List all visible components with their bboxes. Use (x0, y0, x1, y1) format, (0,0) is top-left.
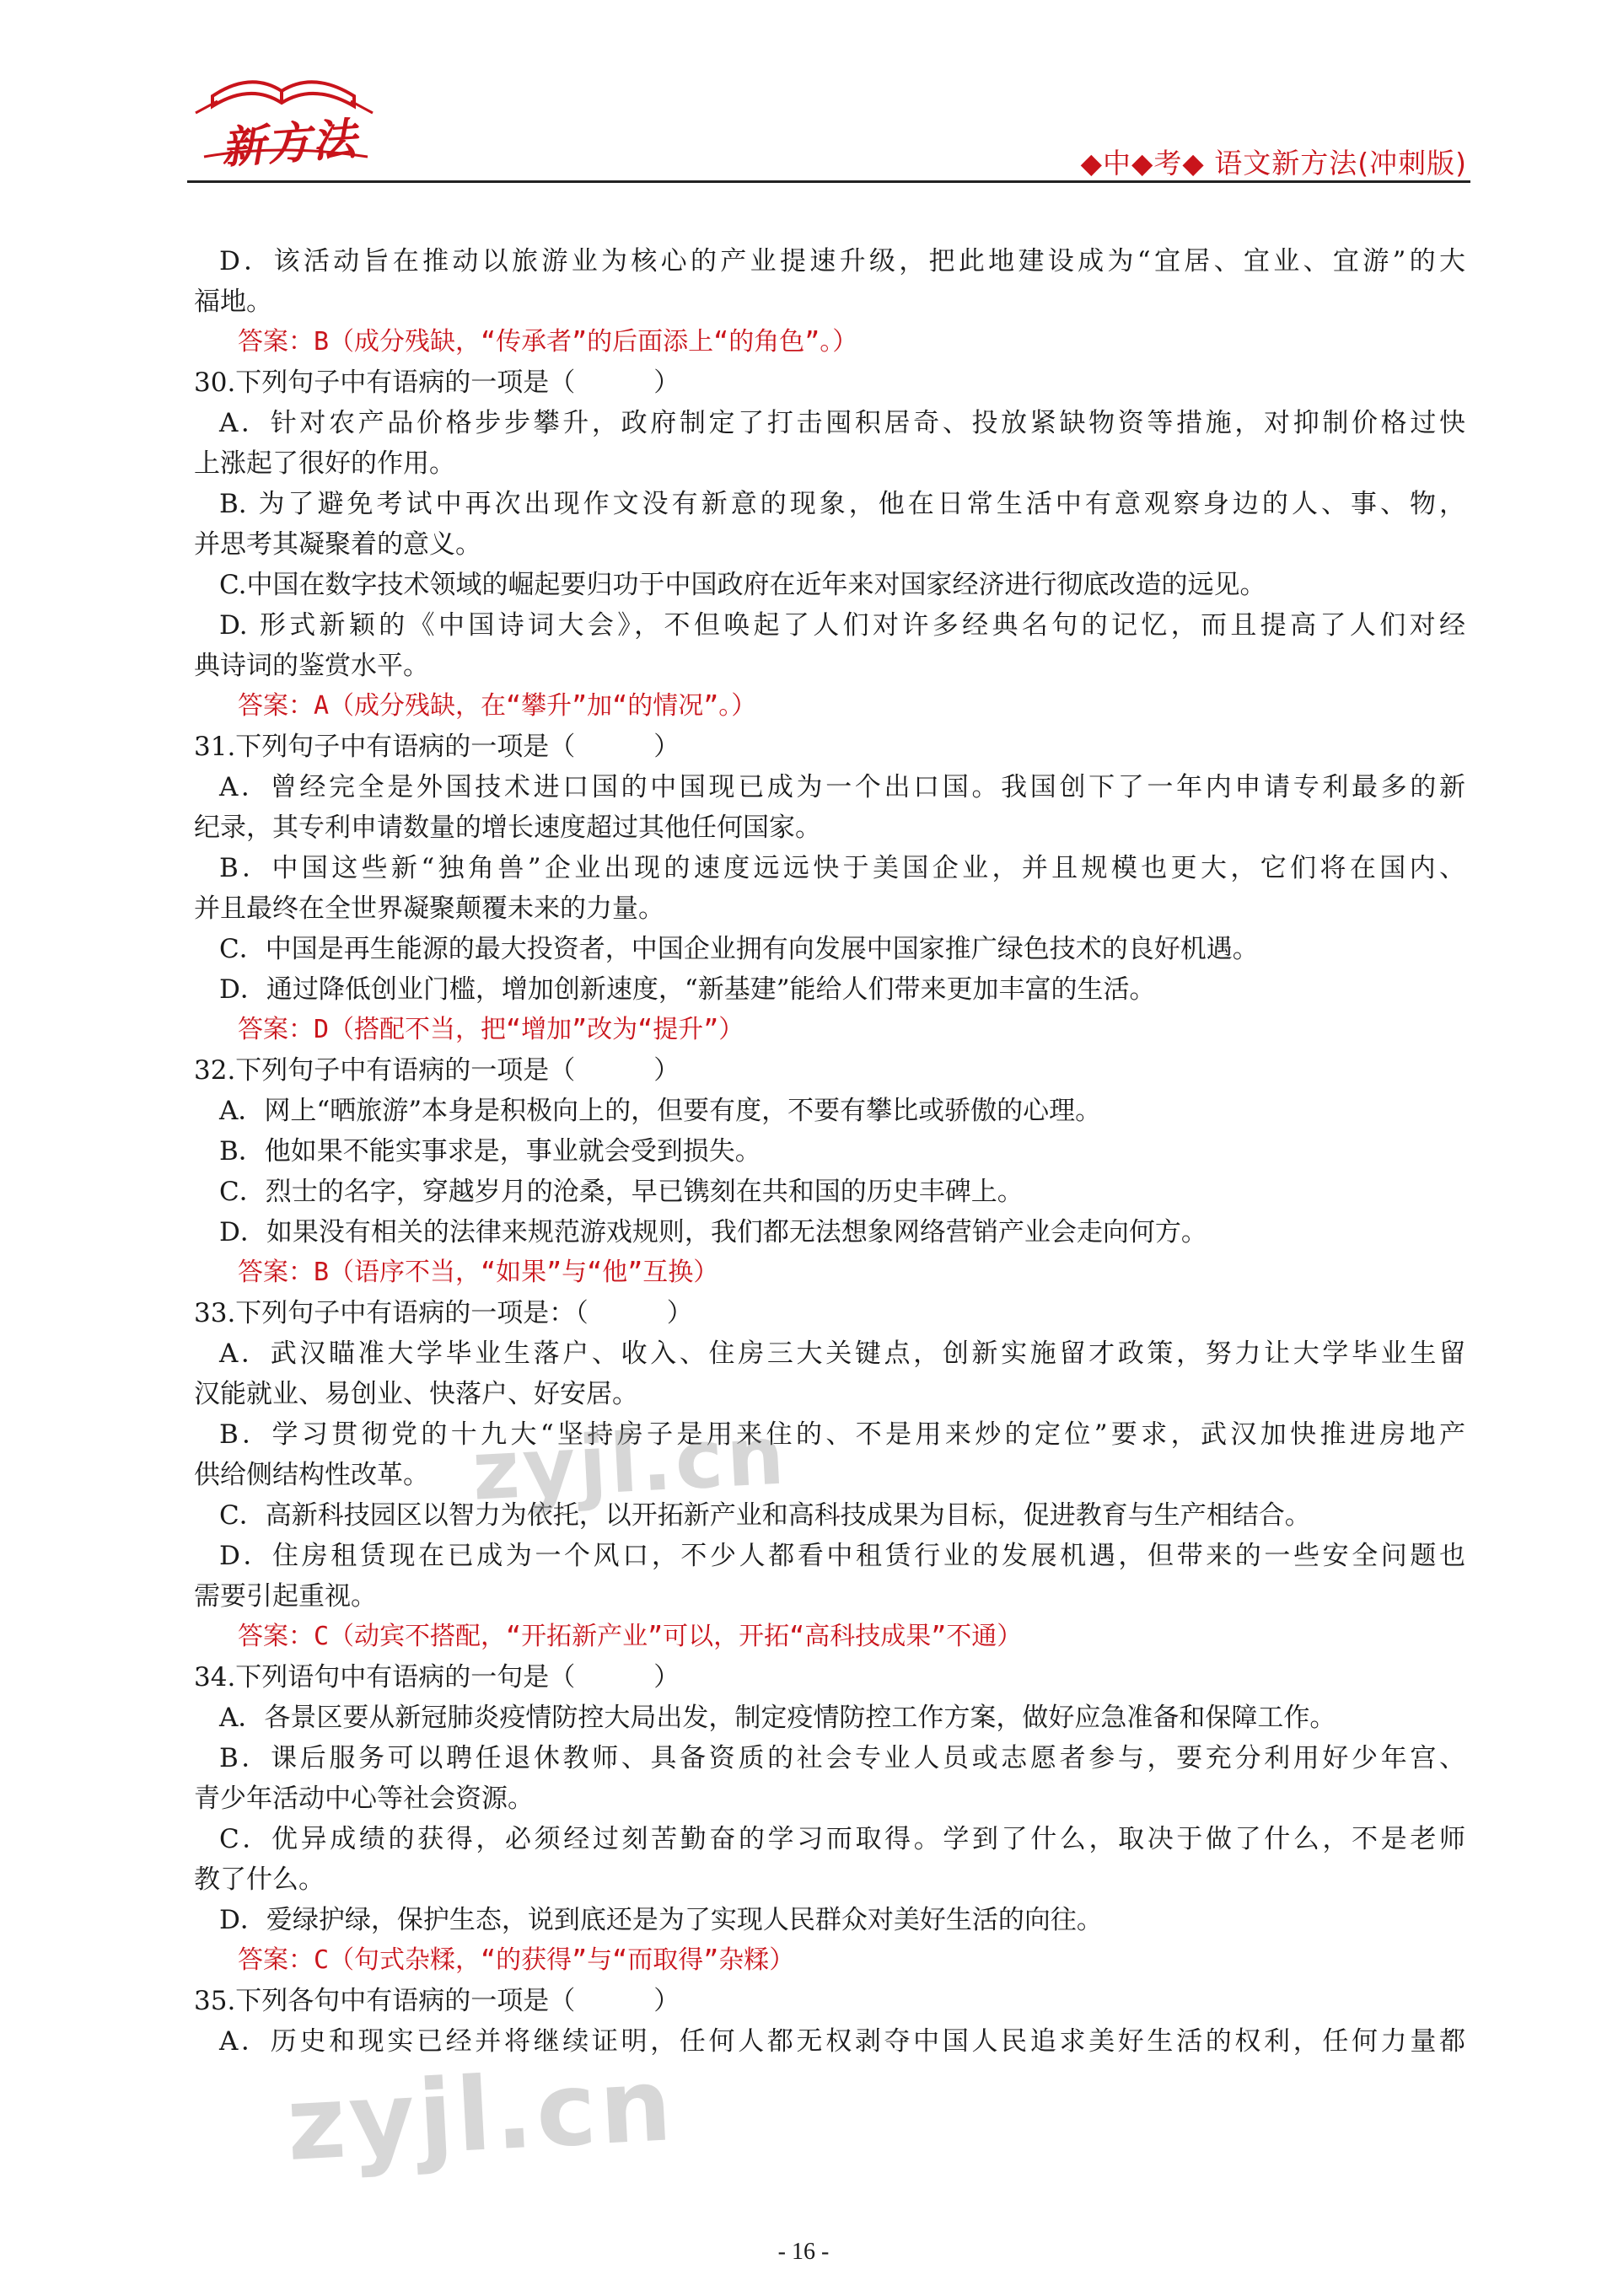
question-stem: 33.下列句子中有语病的一项是：（ ） (194, 1298, 693, 1328)
question-stem: 32.下列句子中有语病的一项是（ ） (194, 1055, 680, 1086)
option-continuation: 供给侧结构性改革。 (194, 1460, 429, 1490)
option-line: C．优异成绩的获得，必须经过刻苦勤奋的学习而取得。学到了什么，取决于做了什么，不是老师 (219, 1824, 1465, 1854)
question-stem: 34.下列语句中有语病的一句是（ ） (194, 1662, 680, 1692)
option-continuation: 青少年活动中心等社会资源。 (194, 1784, 534, 1814)
watermark: zyjl.cn (283, 2047, 678, 2184)
answer-line: 答案：B（成分残缺，“传承者”的后面添上“的角色”。） (238, 327, 858, 357)
option-line: C.中国在数字技术领域的崛起要归功于中国政府在近年来对国家经济进行彻底改造的远见。 (219, 570, 1266, 600)
option-continuation: 并思考其凝聚着的意义。 (194, 529, 481, 560)
answer-line: 答案：C（动宾不搭配，“开拓新产业”可以，开拓“高科技成果”不通） (238, 1622, 1023, 1651)
series-title: ◆中◆考◆ 语文新方法(冲刺版) (1080, 147, 1467, 180)
logo-text: 新方法 (219, 113, 360, 174)
page-number: - 16 - (777, 2239, 830, 2265)
option-continuation: 典诗词的鉴赏水平。 (194, 651, 429, 681)
option-line: D．爱绿护绿，保护生态，说到底还是为了实现人民群众对美好生活的向往。 (219, 1905, 1103, 1935)
option-line: C．中国是再生能源的最大投资者，中国企业拥有向发展中国家推广绿色技术的良好机遇。 (219, 934, 1259, 964)
option-line: D．如果没有相关的法律来规范游戏规则，我们都无法想象网络营销产业会走向何方。 (219, 1217, 1207, 1247)
option-line: C．高新科技园区以智力为依托，以开拓新产业和高科技成果为目标，促进教育与生产相结合。 (219, 1500, 1311, 1531)
page-content (194, 241, 1465, 2062)
option-continuation: 教了什么。 (194, 1864, 325, 1895)
option-continuation: 汉能就业、易创业、快落户、好安居。 (194, 1379, 638, 1409)
option-continuation: 需要引起重视。 (194, 1581, 377, 1612)
option-line: D. 形式新颖的《中国诗词大会》，不但唤起了人们对许多经典名句的记忆，而且提高了人们对经 (219, 610, 1465, 641)
question-stem: 35.下列各句中有语病的一项是（ ） (194, 1986, 680, 2016)
option-line: A．针对农产品价格步步攀升，政府制定了打击囤积居奇、投放紧缺物资等措施，对抑制价格过快 (219, 408, 1465, 438)
option-line: B．他如果不能实事求是，事业就会受到损失。 (219, 1136, 761, 1167)
answer-line: 答案：D（搭配不当，把“增加”改为“提升”） (238, 1015, 744, 1044)
option-continuation: 上涨起了很好的作用。 (194, 448, 455, 479)
option-line: B．中国这些新“独角兽”企业出现的速度远远快于美国企业，并且规模也更大，它们将在国内、 (219, 853, 1465, 883)
option-line: A．网上“晒旅游”本身是积极向上的，但要有度，不要有攀比或骄傲的心理。 (219, 1096, 1102, 1126)
option-line: D．该活动旨在推动以旅游业为核心的产业提速升级，把此地建设成为“宜居、宜业、宜游”的大 (219, 246, 1465, 276)
header-rule (187, 180, 1470, 183)
publisher-logo (187, 62, 381, 174)
answer-line: 答案：A（成分残缺，在“攀升”加“的情况”。） (238, 691, 757, 721)
option-line: C．烈士的名字，穿越岁月的沧桑，早已镌刻在共和国的历史丰碑上。 (219, 1177, 1024, 1207)
option-line: B. 为了避免考试中再次出现作文没有新意的现象，他在日常生活中有意观察身边的人、事、物， (219, 489, 1465, 519)
option-line: D．通过降低创业门槛，增加创新速度，“新基建”能给人们带来更加丰富的生活。 (219, 974, 1156, 1005)
option-line: A．武汉瞄准大学毕业生落户、收入、住房三大关键点，创新实施留才政策，努力让大学毕业生留 (219, 1338, 1465, 1369)
option-line: A．历史和现实已经并将继续证明，任何人都无权剥夺中国人民追求美好生活的权利，任何力量都 (219, 2026, 1465, 2057)
option-line: A．各景区要从新冠肺炎疫情防控大局出发，制定疫情防控工作方案，做好应急准备和保障工作。 (219, 1703, 1336, 1733)
option-line: B．学习贯彻党的十九大“坚持房子是用来住的、不是用来炒的定位”要求，武汉加快推进房地产 (219, 1419, 1465, 1450)
answer-line: 答案：C（句式杂糅，“的获得”与“而取得”杂糅） (238, 1945, 795, 1975)
option-line: A．曾经完全是外国技术进口国的中国现已成为一个出口国。我国创下了一年内申请专利最多的新 (219, 772, 1465, 802)
watermark: zyjl.cn (470, 1408, 790, 1519)
option-line: B．课后服务可以聘任退休教师、具备资质的社会专业人员或志愿者参与，要充分利用好少年宫、 (219, 1743, 1465, 1773)
question-stem: 31.下列句子中有语病的一项是（ ） (194, 732, 680, 762)
answer-line: 答案：B（语序不当，“如果”与“他”互换） (238, 1258, 719, 1287)
option-continuation: 纪录，其专利申请数量的增长速度超过其他任何国家。 (194, 813, 821, 843)
option-continuation: 并且最终在全世界凝聚颠覆未来的力量。 (194, 893, 664, 924)
page-header (187, 62, 1470, 180)
option-line: D．住房租赁现在已成为一个风口，不少人都看中租赁行业的发展机遇，但带来的一些安全问题也 (219, 1541, 1465, 1571)
question-stem: 30.下列句子中有语病的一项是（ ） (194, 367, 680, 398)
option-continuation: 福地。 (194, 287, 272, 317)
